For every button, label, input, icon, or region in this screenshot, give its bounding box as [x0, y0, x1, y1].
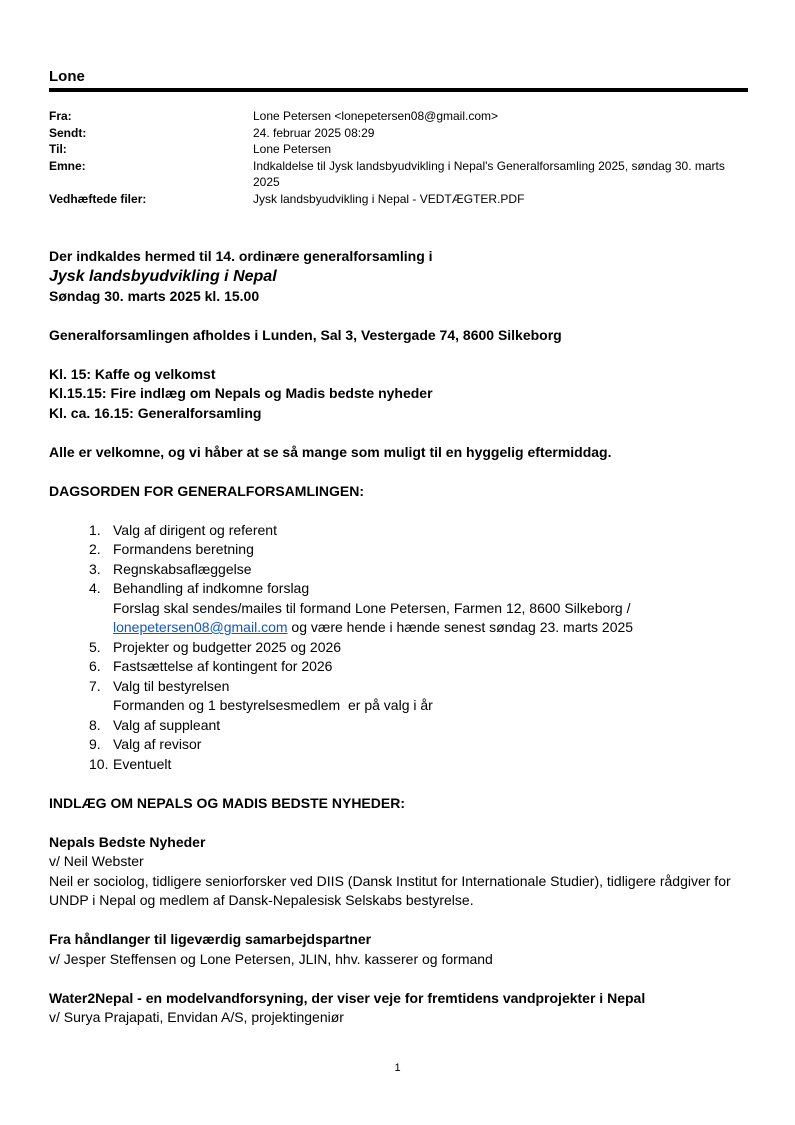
agenda-item: [89, 735, 754, 755]
email-header: [49, 108, 749, 207]
agenda-number: 1.: [89, 521, 101, 538]
agenda-item: [89, 638, 754, 658]
from-row: [49, 108, 749, 125]
schedule-item: Kl.15.15: Fire indlæg om Nepals og Madis bedste nyheder: [49, 385, 433, 401]
subject-value: Indkaldelse til Jysk landsbyudvikling i Nepal's Generalforsamling 2025, søndag 30. marts 2025: [253, 158, 725, 189]
agenda-item: [89, 560, 754, 580]
agenda-text: Formandens beretning: [113, 541, 254, 557]
agenda-text: Projekter og budgetter 2025 og 2026: [113, 638, 342, 655]
agenda-text: Fastsættelse af kontingent for 2026: [113, 658, 333, 674]
agenda-text: Valg af suppleant: [113, 716, 221, 733]
agenda-number: 2.: [89, 541, 101, 557]
agenda-text: Valg af dirigent og referent: [113, 521, 277, 538]
subject-row: [49, 158, 749, 191]
to-value: Lone Petersen: [253, 142, 332, 156]
agenda-number: 4.: [89, 580, 101, 596]
agenda-note: [113, 599, 754, 619]
subject-label: Emne:: [49, 158, 86, 173]
agenda-item: [89, 716, 754, 736]
deadline-text: og være hende i hænde senest søndag 23. marts 2025: [287, 619, 634, 635]
talk-description: Neil er sociolog, tidligere seniorforsker ved DIIS (Dansk Institut for Internationale Studier), tidligere rådgiver for UNDP i Nepal og medlem af Dansk-Nepalesisk Selskabs bestyrelse.: [49, 872, 731, 908]
agenda-text: Behandling af indkomne forslag: [113, 580, 310, 596]
organization-name: Jysk landsbyudvikling i Nepal: [49, 267, 277, 285]
agenda-number: 5.: [89, 638, 101, 655]
email-body: [49, 247, 754, 1028]
from-value: Lone Petersen <lonepetersen08@gmail.com>: [253, 109, 499, 123]
agenda-item: [89, 521, 754, 541]
attachments-value: Jysk landsbyudvikling i Nepal - VEDTÆGTER.PDF: [253, 191, 525, 206]
agenda-number: 3.: [89, 560, 101, 577]
schedule-item: Kl. ca. 16.15: Generalforsamling: [49, 404, 262, 421]
agenda-title: DAGSORDEN FOR GENERALFORSAMLINGEN:: [49, 482, 364, 499]
meeting-date: Søndag 30. marts 2025 kl. 15.00: [49, 287, 260, 304]
agenda-text: Eventuelt: [113, 755, 172, 772]
attachments-label: Vedhæftede filer:: [49, 191, 147, 206]
from-label: Fra:: [49, 109, 72, 123]
talks-title: INDLÆG OM NEPALS OG MADIS BEDSTE NYHEDER:: [49, 794, 405, 811]
header-rule: [49, 88, 748, 92]
agenda-list: [49, 521, 754, 775]
sent-value: 24. februar 2025 08:29: [253, 125, 375, 140]
email-link[interactable]: lonepetersen08@gmail.com: [113, 619, 288, 635]
agenda-number: 9.: [89, 736, 101, 752]
agenda-note: Formanden og 1 bestyrelsesmedlem er på valg i år: [113, 697, 433, 713]
page-number: 1: [394, 1062, 401, 1074]
proposal-instructions: Forslag skal sendes/mailes til formand Lone Petersen, Farmen 12, 8600 Silkeborg /: [113, 599, 631, 616]
talk-title: Fra håndlanger til ligeværdig samarbejdspartner: [49, 931, 372, 947]
sent-label: Sendt:: [49, 125, 87, 140]
talk-title: Nepals Bedste Nyheder: [49, 833, 206, 850]
talk-speaker: v/ Neil Webster: [49, 853, 144, 869]
talk-title: Water2Nepal - en modelvandforsyning, der viser veje for fremtidens vandprojekter i Nepal: [49, 989, 646, 1006]
agenda-text: Valg af revisor: [113, 736, 202, 752]
agenda-number: 10.: [89, 755, 109, 772]
agenda-text: Regnskabsaflæggelse: [113, 560, 252, 577]
agenda-item: [89, 540, 754, 560]
agenda-item: [89, 677, 754, 716]
agenda-number: 8.: [89, 716, 101, 733]
schedule-item: Kl. 15: Kaffe og velkomst: [49, 365, 216, 382]
meeting-venue: Generalforsamlingen afholdes i Lunden, Sal 3, Vestergade 74, 8600 Silkeborg: [49, 326, 562, 343]
to-row: [49, 141, 749, 158]
talk-speaker: v/ Surya Prajapati, Envidan A/S, projektingeniør: [49, 1009, 344, 1025]
agenda-item: [89, 579, 754, 638]
agenda-number: 7.: [89, 677, 101, 694]
agenda-item: [89, 657, 754, 677]
agenda-number: 6.: [89, 658, 101, 674]
talk-speaker: v/ Jesper Steffensen og Lone Petersen, JLIN, hhv. kasserer og formand: [49, 950, 493, 967]
agenda-item: [89, 755, 754, 775]
agenda-note: [113, 618, 754, 638]
attachments-row: [49, 191, 749, 208]
mailbox-owner: Lone: [49, 68, 85, 85]
agenda-text: Valg til bestyrelsen: [113, 677, 230, 694]
welcome-text: Alle er velkomne, og vi håber at se så mange som muligt til en hyggelig eftermiddag.: [49, 443, 612, 460]
intro-line: Der indkaldes hermed til 14. ordinære generalforsamling i: [49, 248, 433, 264]
to-label: Til:: [49, 142, 67, 156]
sent-row: [49, 125, 749, 142]
